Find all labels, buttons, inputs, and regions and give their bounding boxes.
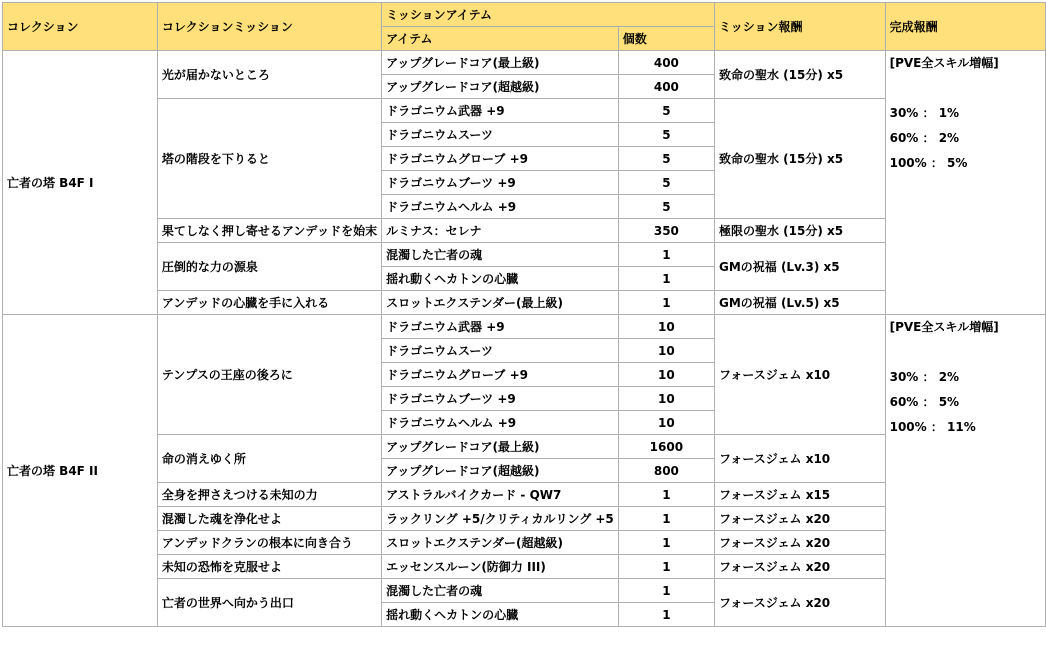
mission-name: アンデッドの心臓を手に入れる: [157, 291, 381, 315]
complete-reward-line: 100% ： 11%: [889, 420, 976, 434]
mission-name: 果てしなく押し寄せるアンデッドを始末: [157, 219, 381, 243]
mission-reward: GMの祝福 (Lv.5) x5: [714, 291, 885, 315]
item-name: 揺れ動くヘカトンの心臓: [382, 603, 619, 627]
item-count: 1: [618, 603, 714, 627]
complete-reward-line: 30% ： 2%: [889, 370, 960, 384]
item-name: ドラゴニウムスーツ: [382, 339, 619, 363]
table-header: [3, 3, 1046, 51]
table-row: [3, 315, 1046, 339]
header-count: 個数: [618, 27, 714, 51]
mission-reward: 極限の聖水 (15分) x5: [714, 219, 885, 243]
item-name: ドラゴニウムブーツ +9: [382, 171, 619, 195]
item-name: アップグレードコア(最上級): [382, 435, 619, 459]
item-name: ドラゴニウム武器 +9: [382, 99, 619, 123]
complete-reward-spacer: [890, 344, 1041, 369]
table-row: [3, 51, 1046, 75]
item-name: ラックリング +5/クリティカルリング +5: [382, 507, 619, 531]
item-count: 1: [618, 291, 714, 315]
item-name: ドラゴニウムヘルム +9: [382, 411, 619, 435]
collection-table: [2, 2, 1046, 627]
mission-reward: 致命の聖水 (15分) x5: [714, 99, 885, 219]
complete-reward-line: 60% ： 5%: [889, 395, 960, 409]
mission-name: 未知の恐怖を克服せよ: [157, 555, 381, 579]
complete-reward-line: 100% ： 5%: [889, 156, 968, 170]
item-count: 1: [618, 555, 714, 579]
item-count: 400: [618, 75, 714, 99]
header-complete: 完成報酬: [885, 3, 1045, 51]
item-count: 400: [618, 51, 714, 75]
item-name: ドラゴニウムヘルム +9: [382, 195, 619, 219]
mission-name: 命の消えゆく所: [157, 435, 381, 483]
item-count: 1: [618, 531, 714, 555]
item-name: ドラゴニウム武器 +9: [382, 315, 619, 339]
item-count: 10: [618, 411, 714, 435]
complete-reward-line: 30% ： 1%: [889, 106, 960, 120]
item-count: 1: [618, 507, 714, 531]
header-mission: コレクションミッション: [157, 3, 381, 51]
item-count: 10: [618, 363, 714, 387]
item-count: 5: [618, 195, 714, 219]
item-count: 5: [618, 123, 714, 147]
collection-name: 亡者の塔 B4F I: [3, 51, 158, 315]
item-name: ドラゴニウムスーツ: [382, 123, 619, 147]
item-name: 揺れ動くヘカトンの心臓: [382, 267, 619, 291]
item-name: アップグレードコア(超越級): [382, 459, 619, 483]
header-reward: ミッション報酬: [714, 3, 885, 51]
mission-reward: フォースジェム x10: [714, 435, 885, 483]
item-name: 混濁した亡者の魂: [382, 579, 619, 603]
mission-name: テンプスの王座の後ろに: [157, 315, 381, 435]
item-name: ドラゴニウムグローブ +9: [382, 363, 619, 387]
header-collection: コレクション: [3, 3, 158, 51]
table-body: [3, 51, 1046, 627]
mission-name: 塔の階段を下りると: [157, 99, 381, 219]
item-name: エッセンスルーン(防御力 III): [382, 555, 619, 579]
item-count: 1: [618, 243, 714, 267]
item-name: ドラゴニウムグローブ +9: [382, 147, 619, 171]
mission-reward: フォースジェム x15: [714, 483, 885, 507]
item-count: 5: [618, 99, 714, 123]
item-count: 1: [618, 267, 714, 291]
mission-reward: フォースジェム x20: [714, 555, 885, 579]
mission-name: 亡者の世界へ向かう出口: [157, 579, 381, 627]
item-count: 350: [618, 219, 714, 243]
complete-reward-spacer: [890, 80, 1041, 105]
item-count: 10: [618, 339, 714, 363]
complete-reward: [885, 51, 1045, 315]
mission-name: 全身を押さえつける未知の力: [157, 483, 381, 507]
item-name: スロットエクステンダー(最上級): [382, 291, 619, 315]
item-count: 800: [618, 459, 714, 483]
item-count: 1600: [618, 435, 714, 459]
item-name: ルミナス：セレナ: [382, 219, 619, 243]
item-name: ドラゴニウムブーツ +9: [382, 387, 619, 411]
complete-reward-line: [PVE全スキル増幅]: [889, 320, 999, 334]
mission-name: アンデッドクランの根本に向き合う: [157, 531, 381, 555]
complete-reward-line: 60% ： 2%: [889, 131, 960, 145]
item-name: アップグレードコア(最上級): [382, 51, 619, 75]
header-item: アイテム: [382, 27, 619, 51]
mission-reward: GMの祝福 (Lv.3) x5: [714, 243, 885, 291]
header-mission-item: ミッションアイテム: [382, 3, 715, 27]
item-name: アストラルバイクカード - QW7: [382, 483, 619, 507]
mission-reward: フォースジェム x10: [714, 315, 885, 435]
mission-reward: フォースジェム x20: [714, 531, 885, 555]
complete-reward-line: [PVE全スキル増幅]: [889, 56, 999, 70]
collection-name: 亡者の塔 B4F II: [3, 315, 158, 627]
item-name: 混濁した亡者の魂: [382, 243, 619, 267]
mission-reward: フォースジェム x20: [714, 579, 885, 627]
item-name: アップグレードコア(超越級): [382, 75, 619, 99]
complete-reward: [885, 315, 1045, 627]
item-count: 10: [618, 315, 714, 339]
collection-sheet: [2, 2, 1046, 627]
item-count: 1: [618, 579, 714, 603]
item-count: 10: [618, 387, 714, 411]
mission-reward: 致命の聖水 (15分) x5: [714, 51, 885, 99]
mission-reward: フォースジェム x20: [714, 507, 885, 531]
mission-name: 光が届かないところ: [157, 51, 381, 99]
item-count: 5: [618, 171, 714, 195]
item-count: 5: [618, 147, 714, 171]
mission-name: 混濁した魂を浄化せよ: [157, 507, 381, 531]
item-name: スロットエクステンダー(超越級): [382, 531, 619, 555]
item-count: 1: [618, 483, 714, 507]
mission-name: 圧倒的な力の源泉: [157, 243, 381, 291]
